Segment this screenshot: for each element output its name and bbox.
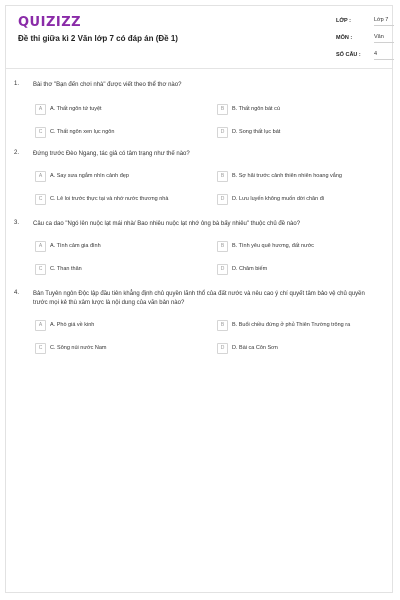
option-letter-box: D <box>217 343 228 354</box>
option-letter-box: A <box>35 171 46 182</box>
meta-value: Văn <box>374 34 394 43</box>
question-text: Bài thơ "Bạn đến chơi nhà" được viết theo thể thơ nào? <box>33 82 182 88</box>
option-letter-box: B <box>217 171 228 182</box>
option-text: D. Lưu luyến không muốn dời chân đi <box>232 196 324 202</box>
option-text: A. Say sưa ngắm nhìn cảnh đẹp <box>50 173 129 179</box>
option-text: C. Sông núi nước Nam <box>50 345 107 351</box>
option-letter-box: D <box>217 127 228 138</box>
header-divider <box>6 68 392 69</box>
option-letter-box: A <box>35 104 46 115</box>
option-letter-box: B <box>217 241 228 252</box>
option-text: D. Châm biếm <box>232 266 268 272</box>
worksheet-page <box>5 5 393 593</box>
question-number: 4. <box>14 290 20 296</box>
option-text: B. Buổi chiều đứng ở phủ Thiên Trường trông ra <box>232 322 351 328</box>
meta-row-subject <box>336 33 390 50</box>
option-text: A. Tình cảm gia đình <box>50 243 101 249</box>
question-text: Câu ca dao "Ngó lên nuộc lạt mái nhà/ Bao nhiêu nuộc lạt nhớ ông bà bấy nhiêu" thuộc chủ đề nào? <box>33 221 301 227</box>
option-letter-box: C <box>35 194 46 205</box>
option-text: B. Tình yêu quê hương, đất nước <box>232 243 315 249</box>
question-text: Đứng trước Đèo Ngang, tác giả có tâm trạng như thế nào? <box>33 151 190 157</box>
option-letter-box: A <box>35 320 46 331</box>
option-text: C. Lẻ loi trước thực tại và nhớ nước thương nhà <box>50 196 169 202</box>
option-letter-box: C <box>35 264 46 275</box>
meta-label: SỐ CÂU : <box>336 52 361 58</box>
option-letter-box: C <box>35 127 46 138</box>
meta-value: 4 <box>374 51 394 60</box>
option-text: B. Thất ngôn bát cú <box>232 106 280 112</box>
option-text: C. Than thân <box>50 266 82 272</box>
question-number: 1. <box>14 81 20 87</box>
option-text: D. Bài ca Côn Sơn <box>232 345 278 351</box>
question-number: 3. <box>14 220 20 226</box>
meta-row-question-count <box>336 50 390 67</box>
worksheet-meta <box>336 16 390 67</box>
option-letter-box: B <box>217 320 228 331</box>
question-text: Bản Tuyên ngôn Độc lập đầu tiên khẳng định chủ quyền lãnh thổ của đất nước và nêu cao ý chí quyết tâm bảo vệ chủ quyền trước mọi kẻ thù xâm lược là nội dung của văn bản nào? <box>33 291 365 306</box>
option-letter-box: C <box>35 343 46 354</box>
option-letter-box: D <box>217 194 228 205</box>
meta-value: Lớp 7 <box>374 17 394 26</box>
quizizz-logo[interactable]: QUIZIZZ <box>18 15 82 30</box>
option-text: C. Thất ngôn xen lục ngôn <box>50 129 115 135</box>
meta-label: MÔN : <box>336 35 353 41</box>
option-text: B. Sợ hãi trước cảnh thiên nhiên hoang vắng <box>232 173 342 179</box>
page-title: Đề thi giữa kì 2 Văn lớp 7 có đáp án (Đề 1) <box>18 34 178 43</box>
option-letter-box: A <box>35 241 46 252</box>
option-text: A. Thất ngôn tứ tuyệt <box>50 106 102 112</box>
option-letter-box: D <box>217 264 228 275</box>
option-text: A. Phò giá về kinh <box>50 322 95 328</box>
meta-label: LỚP : <box>336 18 351 24</box>
meta-row-grade <box>336 16 390 33</box>
option-letter-box: B <box>217 104 228 115</box>
option-text: D. Song thất lục bát <box>232 129 281 135</box>
question-number: 2. <box>14 150 20 156</box>
